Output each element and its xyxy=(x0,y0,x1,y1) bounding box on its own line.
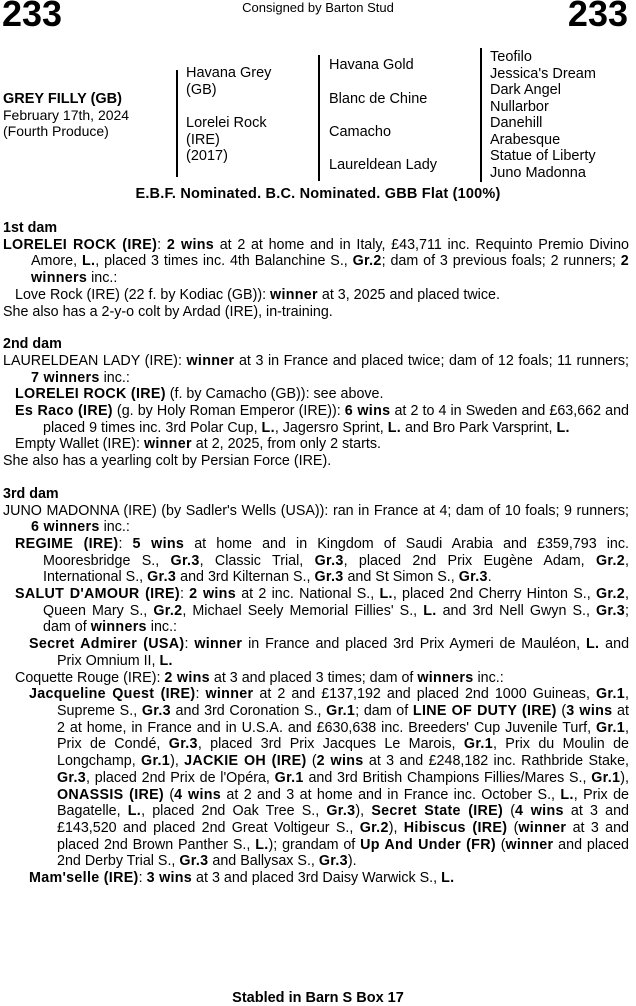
bold-text-run: Hibiscus (IRE) xyxy=(403,819,508,836)
text-run: at 3 and £248,182 inc. Rathbride Stake, xyxy=(363,753,629,770)
text-run: Empty Wallet (IRE): xyxy=(15,436,144,453)
bold-text-run: winner xyxy=(194,636,243,653)
text-run: : xyxy=(118,535,133,552)
sire-name: Havana Grey xyxy=(186,65,272,81)
bold-text-run: Gr.1 xyxy=(591,769,621,786)
bold-text-run: Gr.3 xyxy=(314,569,344,586)
ggp-2: Jessica's Dream xyxy=(490,65,596,82)
text-run: : xyxy=(184,636,195,653)
stabled-location: Stabled in Barn S Box 17 xyxy=(232,990,404,1006)
text-run: : xyxy=(157,236,167,253)
text-run: , placed 2nd Prix Eugène Adam, xyxy=(343,552,596,569)
bold-text-run: L. xyxy=(560,786,574,803)
text-run: , placed 2nd Prix de l'Opéra, xyxy=(86,769,275,786)
text-run: ; dam of xyxy=(355,702,413,719)
dam-country: (IRE) xyxy=(186,131,220,148)
text-run: and Prix Omnium II, xyxy=(57,636,630,669)
first-dam-note: She also has a 2-y-o colt by Ardad (IRE), in-training. xyxy=(3,303,333,320)
text-run: Love Rock (IRE) (22 f. by Kodiac (GB)): xyxy=(15,286,271,303)
text-run: , Prix de Bagatelle, xyxy=(57,786,629,820)
text-run: ( xyxy=(163,786,175,803)
text-run: ), xyxy=(355,803,372,820)
text-run: and 3rd Coronation S., xyxy=(170,702,327,719)
text-run: Coquette Rouge (IRE): xyxy=(15,669,165,686)
text-run: , Classic Trial, xyxy=(199,552,315,569)
dam-name: Lorelei Rock xyxy=(186,115,267,131)
bold-text-run: Gr.3 xyxy=(170,552,200,569)
sire-country: (GB) xyxy=(186,81,217,98)
text-run: , Jagersro Sprint, xyxy=(274,419,388,436)
ggp-8: Juno Madonna xyxy=(490,164,586,181)
text-run: ; dam of 3 previous foals; 2 runners; xyxy=(381,253,621,270)
text-run: at 2, 2025, from only 2 starts. xyxy=(191,436,381,453)
bold-text-run: winner xyxy=(270,286,318,303)
bold-text-run: L. xyxy=(585,636,600,653)
text-run: at 3 and placed 3rd Daisy Warwick S., xyxy=(192,870,442,887)
text-run: ; dam of xyxy=(43,602,629,636)
bold-text-run: 4 wins xyxy=(174,786,222,803)
text-run: inc.: xyxy=(99,519,130,536)
salut-damour-entry xyxy=(3,586,629,636)
nominations: E.B.F. Nominated. B.C. Nominated. GBB Flat (100%) xyxy=(135,186,501,202)
text-run: at 2 to 4 in Sweden and £63,662 and placed 9 times inc. 3rd Polar Cup, xyxy=(43,403,629,436)
text-run: ). xyxy=(347,853,357,870)
bold-text-run: Gr.3 xyxy=(595,602,626,619)
bold-text-run: L. xyxy=(255,836,269,853)
text-run: inc.: xyxy=(87,270,118,287)
bold-text-run: Mam'selle (IRE) xyxy=(29,870,139,887)
bold-text-run: Gr.3 xyxy=(179,853,209,870)
ggp-7: Statue of Liberty xyxy=(490,148,596,164)
catalogue-body xyxy=(3,220,629,887)
bold-text-run: Gr.2 xyxy=(352,253,382,270)
bold-text-run: winners xyxy=(90,619,147,636)
bold-text-run: Gr.1 xyxy=(326,702,356,719)
bold-text-run: Gr.1 xyxy=(463,736,493,753)
text-run: inc.: xyxy=(473,669,504,686)
bold-text-run: 2 wins xyxy=(166,236,215,253)
mamselle-entry xyxy=(3,870,629,887)
text-run: LAURELDEAN LADY (IRE): xyxy=(3,352,187,369)
bold-text-run: Gr.2 xyxy=(153,602,183,619)
text-run: and 3rd Nell Gwyn S., xyxy=(436,602,596,619)
bold-text-run: 6 wins xyxy=(344,403,391,420)
bold-text-run: winner xyxy=(186,352,235,369)
horse-info xyxy=(3,91,129,139)
bold-text-run: Gr.3 xyxy=(168,736,198,753)
bold-text-run: Gr.2 xyxy=(595,586,626,603)
lot-number-right: 233 xyxy=(567,0,628,34)
bold-text-run: 5 wins xyxy=(132,535,185,552)
text-run: ( xyxy=(306,753,317,770)
bold-text-run: Gr.1 xyxy=(274,769,304,786)
text-run: at 2 and 3 at home and in France inc. October S., xyxy=(221,786,561,803)
text-run: at 2 and £137,192 and placed 2nd 1000 Guineas, xyxy=(253,686,596,703)
bold-text-run: L. xyxy=(379,586,393,603)
pedigree-bracket-2 xyxy=(318,55,320,181)
bold-text-run: LORELEI ROCK (IRE) xyxy=(15,386,166,403)
bold-text-run: winner xyxy=(143,436,192,453)
dam-year: (2017) xyxy=(186,148,228,164)
bold-text-run: L. xyxy=(387,419,401,436)
bold-text-run: LINE OF DUTY (IRE) xyxy=(412,702,557,719)
foaling-date: February 17th, 2024 xyxy=(3,107,130,123)
text-run: at 3 and placed 2nd Brown Panther S., xyxy=(57,819,629,853)
bold-text-run: JACKIE OH (IRE) xyxy=(184,753,307,770)
bold-text-run: L. xyxy=(159,652,173,669)
text-run: in France and placed 3rd Prix Aymeri de Mauléon, xyxy=(242,636,586,653)
bold-text-run: 2 winners xyxy=(31,253,629,287)
first-dam-produce-1 xyxy=(3,287,629,304)
bold-text-run: Gr.2 xyxy=(359,819,389,836)
text-run: and St Simon S., xyxy=(343,569,459,586)
bold-text-run: L. xyxy=(261,419,275,436)
text-run: and 3rd Kilternan S., xyxy=(176,569,315,586)
ggp-3: Dark Angel xyxy=(490,82,561,98)
first-dam-entry xyxy=(3,237,629,287)
grandsire-3: Camacho xyxy=(329,124,392,140)
text-run: and Ballysax S., xyxy=(208,853,319,870)
bold-text-run: L. xyxy=(127,803,142,820)
second-dam-produce-2 xyxy=(3,403,629,436)
bold-text-run: winners xyxy=(417,669,474,686)
ggp-6: Arabesque xyxy=(490,131,561,148)
bold-text-run: Up And Under (FR) xyxy=(360,836,496,853)
great-grandparents xyxy=(490,49,596,181)
text-run: , Michael Seely Memorial Fillies' S., xyxy=(182,602,424,619)
pedigree-bracket-1 xyxy=(176,70,178,177)
text-run: , placed 3 times inc. 4th Balanchine S., xyxy=(95,253,353,270)
bold-text-run: Secret State (IRE) xyxy=(371,803,504,820)
text-run: , placed 3rd Prix Jacques Le Marois, xyxy=(197,736,464,753)
third-dam-heading: 3rd dam xyxy=(3,485,59,502)
text-run: , Prix de Condé, xyxy=(57,719,629,753)
second-dam-produce-3 xyxy=(3,436,629,453)
bold-text-run: L. xyxy=(423,602,437,619)
text-run: , placed 2nd Cherry Hinton S., xyxy=(392,586,596,603)
text-run: inc.: xyxy=(99,369,130,386)
text-run: ( xyxy=(556,702,567,719)
text-run: (f. by Camacho (GB)): see above. xyxy=(165,386,384,403)
first-dam-heading: 1st dam xyxy=(3,220,58,236)
bold-text-run: Es Raco (IRE) xyxy=(15,403,113,420)
bold-text-run: winner xyxy=(505,836,554,853)
text-run: at 2 inc. National S., xyxy=(235,586,380,603)
text-run: , Queen Mary S., xyxy=(43,586,629,619)
bold-text-run: Gr.3 xyxy=(458,569,488,586)
bold-text-run: L. xyxy=(441,870,455,887)
bold-text-run: Gr.3 xyxy=(141,702,171,719)
grandsire-2: Blanc de Chine xyxy=(329,91,428,107)
text-run: and placed 2nd Derby Trial S., xyxy=(57,836,629,870)
lot-number-left: 233 xyxy=(2,0,63,34)
grandsire-1: Havana Gold xyxy=(329,57,414,73)
second-dam-heading: 2nd dam xyxy=(3,336,62,353)
text-run: and Bro Park Varsprint, xyxy=(401,419,557,436)
bold-text-run: Jacqueline Quest (IRE) xyxy=(29,686,196,703)
sire xyxy=(186,65,271,98)
text-run: at 3 and £143,520 and placed 2nd Great Voltigeur S., xyxy=(57,803,629,836)
text-run: ), xyxy=(388,819,404,836)
text-run: (g. by Holy Roman Emperor (IRE)): xyxy=(112,403,345,420)
bold-text-run: 7 winners xyxy=(31,369,100,386)
produce-number: (Fourth Produce) xyxy=(3,123,109,139)
bold-text-run: Gr.3 xyxy=(314,552,344,569)
bold-text-run: 3 wins xyxy=(146,870,193,887)
bold-text-run: Gr.3 xyxy=(147,569,177,586)
text-run: at 2 at home, in France and in U.S.A. and £630,638 inc. Breeders' Cup Juvenile Turf, xyxy=(57,702,629,736)
ggp-1: Teofilo xyxy=(490,49,532,65)
bold-text-run: REGIME (IRE) xyxy=(15,535,119,552)
bold-text-run: 2 wins xyxy=(316,753,364,770)
text-run: , Prix du Moulin de Longchamp, xyxy=(57,736,630,770)
ggp-4: Nullarbor xyxy=(490,98,549,115)
bold-text-run: L. xyxy=(81,253,96,270)
text-run: : xyxy=(195,686,206,703)
bold-text-run: 2 wins xyxy=(189,586,236,603)
text-run: ( xyxy=(495,836,506,853)
bold-text-run: Gr.1 xyxy=(595,719,626,736)
bold-text-run: Secret Admirer (USA) xyxy=(29,636,185,653)
bold-text-run: Gr.2 xyxy=(595,552,626,569)
text-run: ); grandam of xyxy=(268,836,361,853)
secret-admirer-entry xyxy=(3,636,629,669)
text-run: : xyxy=(179,586,190,603)
bold-text-run: 6 winners xyxy=(31,519,100,536)
bold-text-run: Gr.3 xyxy=(57,769,87,786)
bold-text-run: winner xyxy=(518,819,567,836)
coquette-rouge-entry xyxy=(3,670,629,687)
grandsire-4: Laureldean Lady xyxy=(329,157,438,173)
text-run: at 3 and placed 3 times; dam of xyxy=(209,669,418,686)
second-dam-entry xyxy=(3,353,629,386)
text-run: , placed 2nd Oak Tree S., xyxy=(141,803,327,820)
pedigree-bracket-3 xyxy=(480,48,482,182)
text-run: at 3 in France and placed twice; dam of 12 foals; 11 runners; xyxy=(234,352,629,369)
text-run: and 3rd British Champions Fillies/Mares S., xyxy=(303,769,592,786)
text-run: ), xyxy=(170,753,185,770)
text-run: , Supreme S., xyxy=(57,686,629,719)
dam xyxy=(186,115,267,165)
consignor: Consigned by Barton Stud xyxy=(242,0,394,15)
text-run: at home and in Kingdom of Saudi Arabia and £359,793 inc. Mooresbridge S., xyxy=(43,535,629,569)
text-run: , International S., xyxy=(43,552,629,586)
ggp-5: Danehill xyxy=(490,115,543,131)
bold-text-run: winner xyxy=(205,686,254,703)
bold-text-run: Gr.3 xyxy=(318,853,348,870)
second-dam-note: She also has a yearling colt by Persian Force (IRE). xyxy=(3,453,332,470)
second-dam-produce-1 xyxy=(3,386,629,403)
text-run: JUNO MADONNA (IRE) (by Sadler's Wells (USA)): ran in France at 4; dam of 10 foals; 9 runners; xyxy=(3,502,629,519)
bold-text-run: SALUT D'AMOUR (IRE) xyxy=(15,586,180,603)
bold-text-run: 3 wins xyxy=(566,702,613,719)
text-run: ), xyxy=(620,769,629,786)
text-run: . xyxy=(487,569,492,586)
text-run: at 2 at home and in Italy, £43,711 inc. Requinto Premio Divino Amore, xyxy=(31,236,629,270)
text-run: inc.: xyxy=(146,619,178,636)
text-run: at 3, 2025 and placed twice. xyxy=(317,286,500,303)
bold-text-run: Gr.1 xyxy=(595,686,625,703)
bold-text-run: LORELEI ROCK (IRE) xyxy=(3,236,158,253)
bold-text-run: 2 wins xyxy=(164,669,210,686)
regime-entry xyxy=(3,536,629,586)
bold-text-run: 4 wins xyxy=(515,803,564,820)
third-dam-entry xyxy=(3,503,629,536)
jacqueline-quest-entry xyxy=(3,686,629,870)
bold-text-run: L. xyxy=(556,419,570,436)
bold-text-run: Gr.1 xyxy=(141,753,171,770)
bold-text-run: ONASSIS (IRE) xyxy=(57,786,164,803)
bold-text-run: Gr.3 xyxy=(326,803,356,820)
text-run: ( xyxy=(503,803,516,820)
text-run: : xyxy=(138,870,147,887)
horse-description: GREY FILLY (GB) xyxy=(3,91,122,107)
text-run: ( xyxy=(507,819,519,836)
